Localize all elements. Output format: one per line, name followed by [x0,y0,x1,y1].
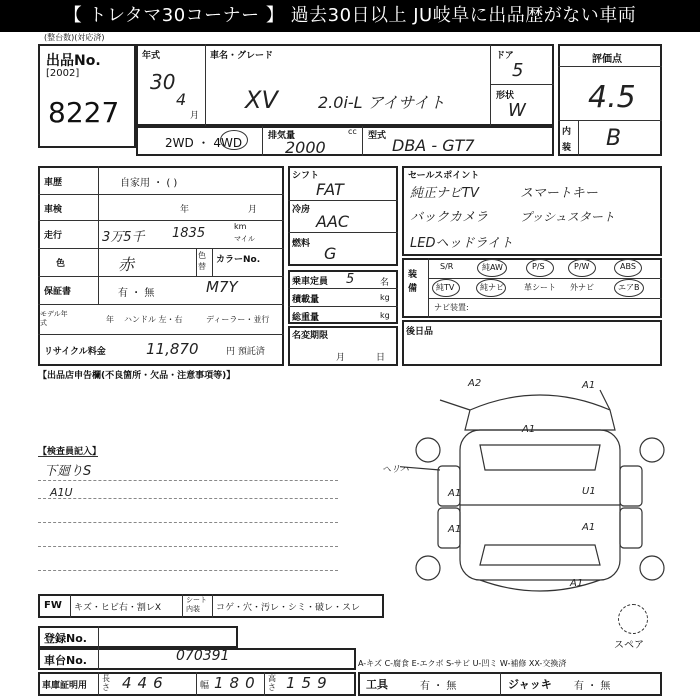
model-year-unit: 年 [106,315,114,324]
sales-point-3: バックカメラ [410,210,489,225]
reg-label: 登録No. [44,632,87,645]
model-label: 車名・グレード [210,51,274,61]
displacement-value: 2000 [285,138,326,157]
month-value: 4 [176,90,187,109]
fuel-label: 燃料 [292,239,311,249]
inspection-label: 車検 [44,205,63,215]
model-value: XV [245,86,278,114]
fw-text: キズ・ヒビ右・割レX [74,603,161,613]
shift-value: FAT [316,180,344,199]
dealer-label: ディーラー・並行 [206,315,270,324]
score-label: 評価点 [592,54,622,65]
front-windshield [480,445,600,470]
drive-label: 2WD ・ 4WD [165,136,243,150]
capacity-label: 乗車定員 [292,277,329,287]
type-label: 型式 [368,131,387,141]
sales-points-label: セールスポイント [408,171,480,181]
inspector-line-2: A1U [50,486,73,499]
sales-point-1: 純正ナビTV [410,186,479,201]
mark-a1-front-right: A1 [582,380,596,391]
equip-airbag: エアB [618,283,640,292]
doors-value: 5 [512,60,524,81]
inspection-y: 年 [180,205,190,215]
mileage-digits: 1835 [172,226,206,241]
history-box [38,166,284,366]
month-unit: 月 [190,111,200,121]
seller-notes-label: 【出品店申告欄(不良箇所・欠品・注意事項等)】 [38,371,236,381]
lot-label: 出品No. [46,53,101,69]
owner-label: 後日品 [406,327,434,337]
wheel-rear-right [640,556,664,580]
grade-value: 2.0i-L アイサイト [318,93,446,112]
inspector-line-1: 下廻りS [44,464,92,479]
jack-value: 有 ・ 無 [574,681,611,692]
mark-a1-left-front: A1 [448,488,462,499]
equip-navi: 純ナビ [480,283,504,292]
color-label: 色 [56,259,66,269]
seat-label: シート内装 [186,596,207,613]
name-change-unit: 月 [336,353,346,363]
car-hood-outline [465,395,615,430]
recycle-label: リサイクル料金 [44,347,106,357]
mileage-unit-mile: マイル [234,235,255,243]
gross-unit: kg [380,311,390,320]
score-value: 4.5 [588,80,636,115]
shape-value: W [508,100,526,121]
sales-point-5: LEDヘッドライト [410,236,514,251]
warranty-label: 保証書 [44,287,72,297]
ac-value: AAC [316,212,350,231]
owner-box [402,320,662,366]
right-door-front [620,466,642,506]
mark-a2: A2 [468,378,482,389]
inspector-label: 【検査員記入】 [38,447,102,457]
displacement-unit: cc [348,127,357,136]
history-value: 自家用 ・ ( ) [120,178,178,189]
interior-label-2: 装 [562,143,572,153]
interior-label-1: 内 [562,127,572,137]
equip-ext-navi: 外ナビ [570,283,594,292]
doors-label: ドア [496,51,514,61]
load-unit: kg [380,293,390,302]
wheel-front-left [416,438,440,462]
shift-label: シフト [292,171,320,181]
warranty-value: 有 ・ 無 [118,288,155,299]
inspection-m: 月 [248,205,258,215]
equip-aw: 純AW [482,263,503,272]
equip-leather: 革シート [524,283,556,292]
wid-label: 幅 [200,681,210,691]
lot-number: 8227 [48,96,120,129]
tools-label: 工具 [366,678,388,691]
type-value: DBA - GT7 [392,136,475,155]
hgt-label: 高さ [268,674,276,692]
spare-tire-icon [618,604,648,634]
load-label: 積載量 [292,295,320,305]
car-damage-diagram [400,370,680,610]
lot-box [38,44,136,148]
name-change-label: 名変期限 [292,331,329,341]
mark-a1-hood: A1 [522,424,536,435]
chassis-label: 車台No. [44,654,87,667]
spare-label: スペア [614,640,644,651]
jack-label: ジャッキ [508,678,552,691]
mileage-value: 3万5千 [102,230,145,245]
name-change-day: 日 [376,353,386,363]
interior-value: B [606,126,622,151]
mark-u1: U1 [582,486,596,497]
lot-code: [2002] [46,68,80,79]
color-value: 赤 [118,255,135,274]
mark-a1-right-rear: A1 [582,522,596,533]
mark-a1-left-rear: A1 [448,524,462,535]
color-code-value: M7Y [206,278,238,296]
capacity-value: 5 [346,272,355,287]
sales-point-4: プッシュスタート [520,210,615,224]
year-value: 30 [150,70,176,94]
auction-banner: 【 トレタマ30コーナー 】 過去30日以上 JU岐阜に出品歴がない車両 [0,0,700,32]
shape-label: 形状 [496,91,515,101]
damage-legend: A-キズ C-腐食 E-エクボ S-サビ U-凹ミ W-補修 XX-交換済 [358,659,567,668]
wid-value: 180 [214,674,261,692]
history-label: 車歴 [44,178,63,188]
capacity-unit: 名 [380,278,390,288]
color-change-label: 色替 [198,251,206,271]
tools-value: 有 ・ 無 [420,681,457,692]
recycle-value: 11,870 [146,340,199,358]
equip-pw: P/W [574,262,590,271]
seat-text: コゲ・穴・汚レ・シミ・破レ・スレ [216,603,361,613]
handle-label: ハンドル 左・右 [124,315,183,324]
equip-ps: P/S [532,262,545,271]
fuel-value: G [324,244,337,263]
mark-a1-rear: A1 [570,578,584,589]
year-label: 年式 [142,51,161,61]
rear-windshield [480,545,600,565]
wheel-front-right [640,438,664,462]
equipment-label: 装備 [408,270,418,294]
equip-sr: S/R [440,262,454,271]
model-year-label: モデル年式 [40,310,68,327]
displacement-label: 排気量 [268,131,296,141]
chassis-value: 070391 [176,648,230,664]
equip-abs: ABS [620,262,636,271]
cert-label: 車庫証明用 [42,681,88,691]
color-code-label: カラーNo. [216,255,261,265]
left-door-front [438,466,460,506]
equip-tv: 純TV [436,283,455,292]
recycle-unit: 円 預託済 [226,347,265,357]
top-remnant: (整台数)(対応済) [44,33,105,42]
sales-point-2: スマートキー [520,186,598,201]
mileage-unit-km: km [234,222,247,231]
len-value: 446 [122,674,169,692]
ac-label: 冷房 [292,205,311,215]
hgt-value: 159 [286,674,333,692]
len-label: 長さ [102,674,110,692]
gross-label: 総重量 [292,313,320,323]
fw-label: FW [44,600,62,611]
right-door-rear [620,508,642,548]
mileage-label: 走行 [44,231,63,241]
side-mark: ヘリハ [382,465,409,475]
wheel-rear-left [416,556,440,580]
navi-label: ナビ装置: [434,303,469,312]
